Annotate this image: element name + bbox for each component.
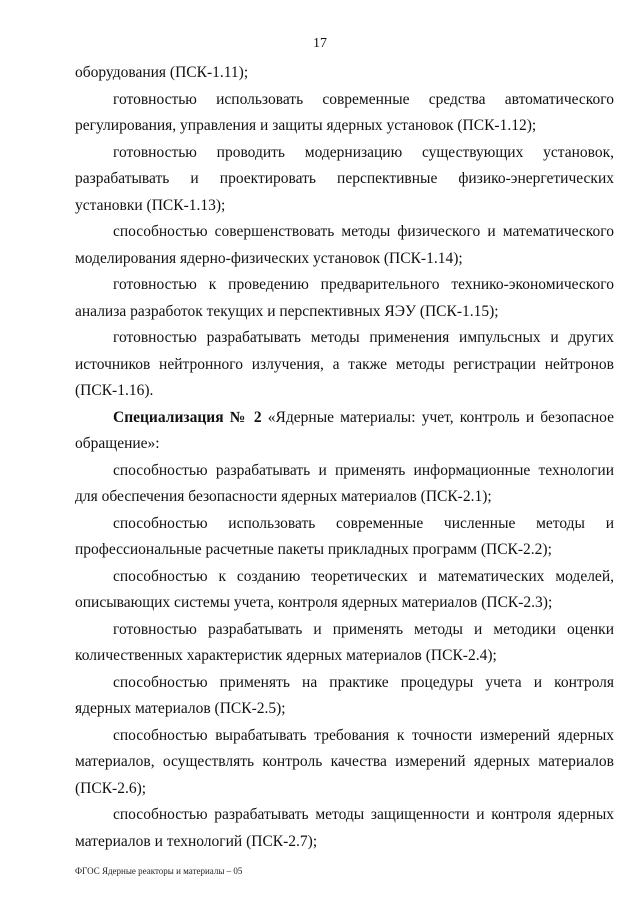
paragraph-psk-1-15: готовностью к проведению предварительного технико-экономического анализа разработок текущих и перспективных ЯЭУ (ПСК-1.15);	[75, 276, 614, 320]
specialization-2-label: Специализация № 2	[113, 408, 262, 426]
specialization-2-heading	[75, 405, 614, 458]
paragraph-psk-2-1: способностью разрабатывать и применять информационные технологии для обеспечения безопасности ядерных материалов (ПСК-2.1);	[75, 461, 614, 505]
paragraph-psk-1-14: способностью совершенствовать методы физического и математического моделирования ядерно-физических установок (ПСК-1.14);	[75, 223, 614, 267]
paragraph-psk-2-5: способностью применять на практике процедуры учета и контроля ядерных материалов (ПСК-2.5);	[75, 673, 614, 717]
paragraph-psk-1-12: готовностью использовать современные средства автоматического регулирования, управления и защиты ядерных установок (ПСК-1.12);	[75, 90, 614, 134]
document-body	[75, 60, 614, 855]
page-number: 17	[313, 36, 327, 51]
paragraph-psk-2-4: готовностью разрабатывать и применять методы и методики оценки количественных характеристик ядерных материалов (ПСК-2.4);	[75, 620, 614, 664]
paragraph-psk-2-3: способностью к созданию теоретических и математических моделей, описывающих системы учета, контроля ядерных материалов (ПСК-2.3);	[75, 567, 614, 611]
paragraph-psk-2-7: способностью разрабатывать методы защищенности и контроля ядерных материалов и технологий (ПСК-2.7);	[75, 806, 614, 850]
paragraph-psk-2-6: способностью вырабатывать требования к точности измерений ядерных материалов, осуществлять контроль качества измерений ядерных материалов (ПСК-2.6);	[75, 726, 614, 797]
paragraph-psk-1-11: оборудования (ПСК-1.11);	[75, 64, 249, 81]
paragraph-psk-2-2: способностью использовать современные численные методы и профессиональные расчетные пакеты прикладных программ (ПСК-2.2);	[75, 514, 614, 558]
specialization-2-title: «Ядерные материалы: учет, контроль и безопасное обращение»:	[75, 408, 614, 452]
page-footer: ФГОС Ядерные реакторы и материалы – 05	[75, 866, 243, 876]
paragraph-psk-1-16: готовностью разрабатывать методы применения импульсных и других источников нейтронного излучения, а также методы регистрации нейтронов (ПСК-1.16).	[75, 329, 614, 399]
paragraph-psk-1-13: готовностью проводить модернизацию существующих установок, разрабатывать и проектировать перспективные физико-энергетических установки (ПСК-1.13);	[75, 143, 614, 214]
